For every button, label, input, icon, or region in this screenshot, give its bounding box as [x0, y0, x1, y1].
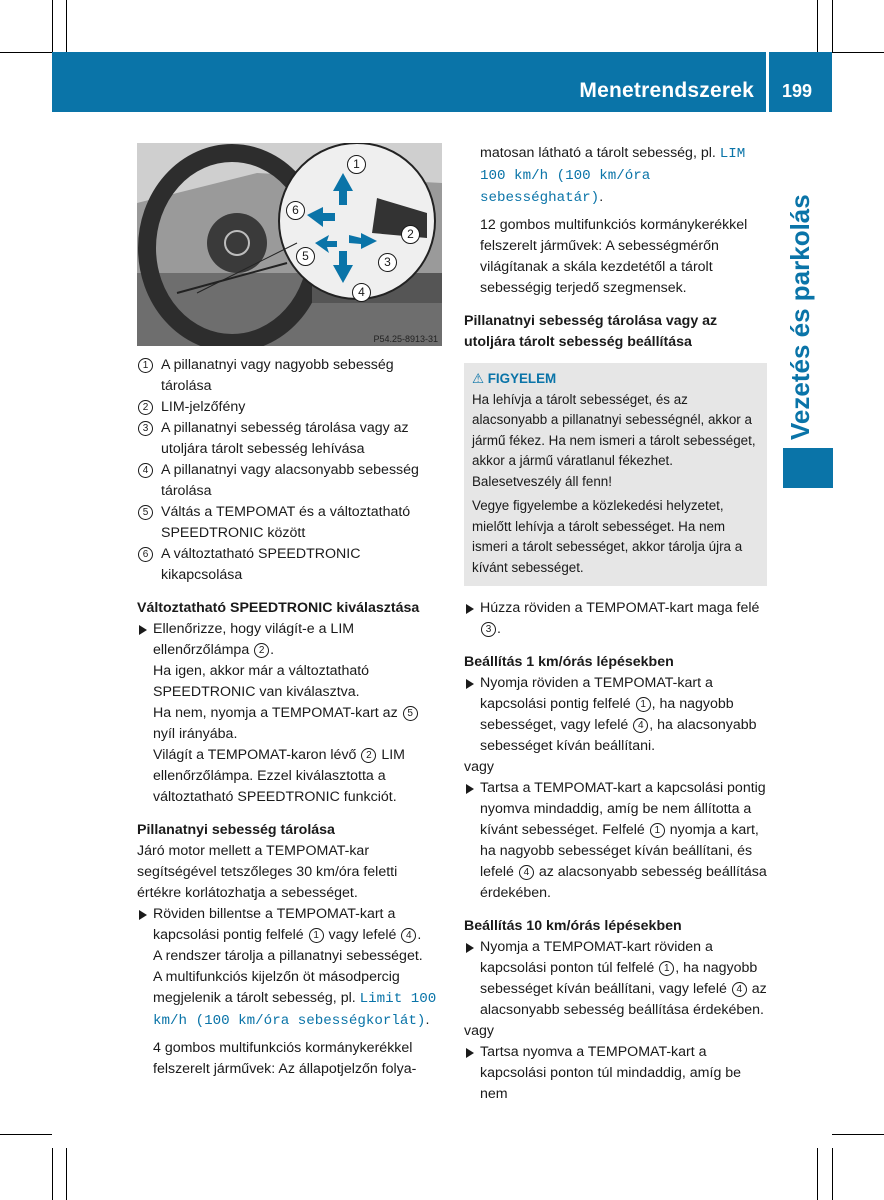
- chapter-tab-marker: [783, 448, 833, 488]
- section-heading: Pillanatnyi sebesség tárolása: [137, 822, 335, 838]
- crop-mark: [52, 1148, 53, 1200]
- crop-mark: [832, 1134, 884, 1135]
- crop-mark: [817, 0, 818, 52]
- callout-2: 2: [401, 225, 420, 244]
- warning-text: Vegye figyelembe a közlekedési helyzetet, mielőtt lehívja a tárolt sebességet. Ha nem ismeri a tárolt sebességet, akkor tárolja újra a kívánt sebességet.: [472, 498, 743, 575]
- section-title: Menetrendszerek: [579, 79, 754, 102]
- paragraph: Járó motor mellett a TEMPOMAT-kar segítségével tetszőleges 30 km/óra feletti értékre korlátozhatja a sebességet.: [137, 843, 398, 901]
- display-message: LIM 100 km/h (100 km/óra sebességhatár): [480, 146, 746, 206]
- legend-item: 6 A változtatható SPEEDTRONIC kikapcsolása: [137, 544, 442, 586]
- header-divider: [766, 52, 769, 112]
- callout-4: 4: [352, 283, 371, 302]
- tempomat-lever-photo: [137, 143, 442, 346]
- right-column: [464, 143, 767, 1105]
- chapter-tab: Vezetés és parkolás: [785, 194, 815, 440]
- legend-item: 5 Váltás a TEMPOMAT és a változtatható SPEEDTRONIC között: [137, 502, 442, 544]
- legend-item: 3 A pillanatnyi sebesség tárolása vagy az utoljára tárolt sebesség lehívása: [137, 418, 442, 460]
- legend-item: 1 A pillanatnyi vagy nagyobb sebesség tárolása: [137, 355, 442, 397]
- left-column: [137, 355, 442, 1080]
- instruction-step: Nyomja a TEMPOMAT-kart röviden a kapcsolási ponton túl felfelé 1 , ha nagyobb sebességet kíván beállítani, vagy lefelé 4 az alacsonyabb sebesség beállítása érdekében.: [464, 937, 767, 1021]
- page-header: [52, 52, 832, 112]
- crop-mark: [817, 1148, 818, 1200]
- section-heading: Változtatható SPEEDTRONIC kiválasztása: [137, 600, 420, 616]
- paragraph: vagy: [464, 759, 494, 775]
- callout-5: 5: [296, 247, 315, 266]
- paragraph: A rendszer tárolja a pillanatnyi sebességet.: [153, 948, 423, 964]
- instruction-step: Tartsa nyomva a TEMPOMAT-kart a kapcsolási ponton túl mindaddig, amíg be nem: [464, 1042, 767, 1105]
- steering-wheel-illustration: [137, 143, 442, 346]
- warning-box: [464, 363, 767, 586]
- instruction-step: Röviden billentse a TEMPOMAT-kart a kapcsolási pontig felfelé 1 vagy lefelé 4 .: [137, 904, 442, 946]
- crop-mark: [832, 0, 833, 52]
- instruction-step: Nyomja röviden a TEMPOMAT-kart a kapcsolási pontig felfelé 1 , ha nagyobb sebességet, vagy lefelé 4 , ha alacsonyabb sebességet kíván beállítani.: [464, 673, 767, 757]
- paragraph: 4 gombos multifunkciós kormánykerékkel felszerelt járművek: Az állapotjelzőn folya-: [153, 1040, 417, 1077]
- instruction-step: Ellenőrizze, hogy világít-e a LIM ellenőrzőlámpa 2 .: [137, 619, 442, 661]
- paragraph: Ha nem, nyomja a TEMPOMAT-kart az 5 nyíl irányába.: [137, 703, 442, 745]
- section-heading: Beállítás 10 km/órás lépésekben: [464, 918, 682, 934]
- warning-text: Ha lehívja a tárolt sebességet, és az alacsonyabb a pillanatnyi sebességnél, akkor a jármű fékez. Ha nem ismeri a tárolt sebességet, akkor a jármű váratlanul fékezhet. Balesetveszély áll fenn!: [472, 391, 756, 489]
- callout-1: 1: [347, 155, 366, 174]
- paragraph: Világít a TEMPOMAT-karon lévő 2 LIM ellenőrzőlámpa. Ezzel kiválasztotta a változtatható SPEEDTRONIC funkciót.: [153, 747, 405, 805]
- crop-mark: [0, 1134, 52, 1135]
- paragraph: Ha igen, akkor már a változtatható SPEEDTRONIC van kiválasztva.: [153, 663, 370, 700]
- figure-legend: [137, 355, 442, 586]
- page-number: 199: [782, 81, 813, 101]
- section-heading: Beállítás 1 km/órás lépésekben: [464, 654, 674, 670]
- crop-mark: [0, 52, 52, 53]
- crop-mark: [66, 0, 67, 52]
- paragraph: A multifunkciós kijelzőn öt másodpercig megjelenik a tárolt sebesség, pl. Limit 100 km/h (100 km/óra sebességkorlát).: [153, 969, 437, 1029]
- legend-item: 2 LIM-jelzőfény: [137, 397, 442, 418]
- crop-mark: [66, 1148, 67, 1200]
- callout-6: 6: [286, 201, 305, 220]
- callout-3: 3: [378, 253, 397, 272]
- warning-title: ⚠ FIGYELEM: [472, 371, 557, 386]
- crop-mark: [832, 52, 884, 53]
- legend-item: 4 A pillanatnyi vagy alacsonyabb sebesség tárolása: [137, 460, 442, 502]
- paragraph: 12 gombos multifunkciós kormánykerékkel felszerelt járművek: A sebességmérőn világítanak a skála kezdetétől a tárolt sebességig terjedő szegmensek.: [480, 217, 748, 296]
- warning-icon: ⚠: [472, 371, 485, 386]
- instruction-step: Tartsa a TEMPOMAT-kart a kapcsolási pontig nyomva mindaddig, amíg be nem állította a kívánt sebességet. Felfelé 1 nyomja a kart, ha nagyobb sebességet kíván beállítani, és lefelé 4 az alacsonyabb sebesség beállítása érdekében.: [464, 778, 767, 904]
- instruction-step: Húzza röviden a TEMPOMAT-kart maga felé 3 .: [464, 598, 767, 640]
- crop-mark: [52, 0, 53, 52]
- crop-mark: [832, 1148, 833, 1200]
- paragraph: matosan látható a tárolt sebesség, pl. LIM 100 km/h (100 km/óra sebességhatár).: [480, 145, 746, 206]
- figure-code-label: P54.25-8913-31: [373, 334, 438, 344]
- section-heading: Pillanatnyi sebesség tárolása vagy az utoljára tárolt sebesség beállítása: [464, 313, 718, 350]
- display-message: Limit 100 km/h (100 km/óra sebességkorlát): [153, 991, 437, 1029]
- paragraph: vagy: [464, 1023, 494, 1039]
